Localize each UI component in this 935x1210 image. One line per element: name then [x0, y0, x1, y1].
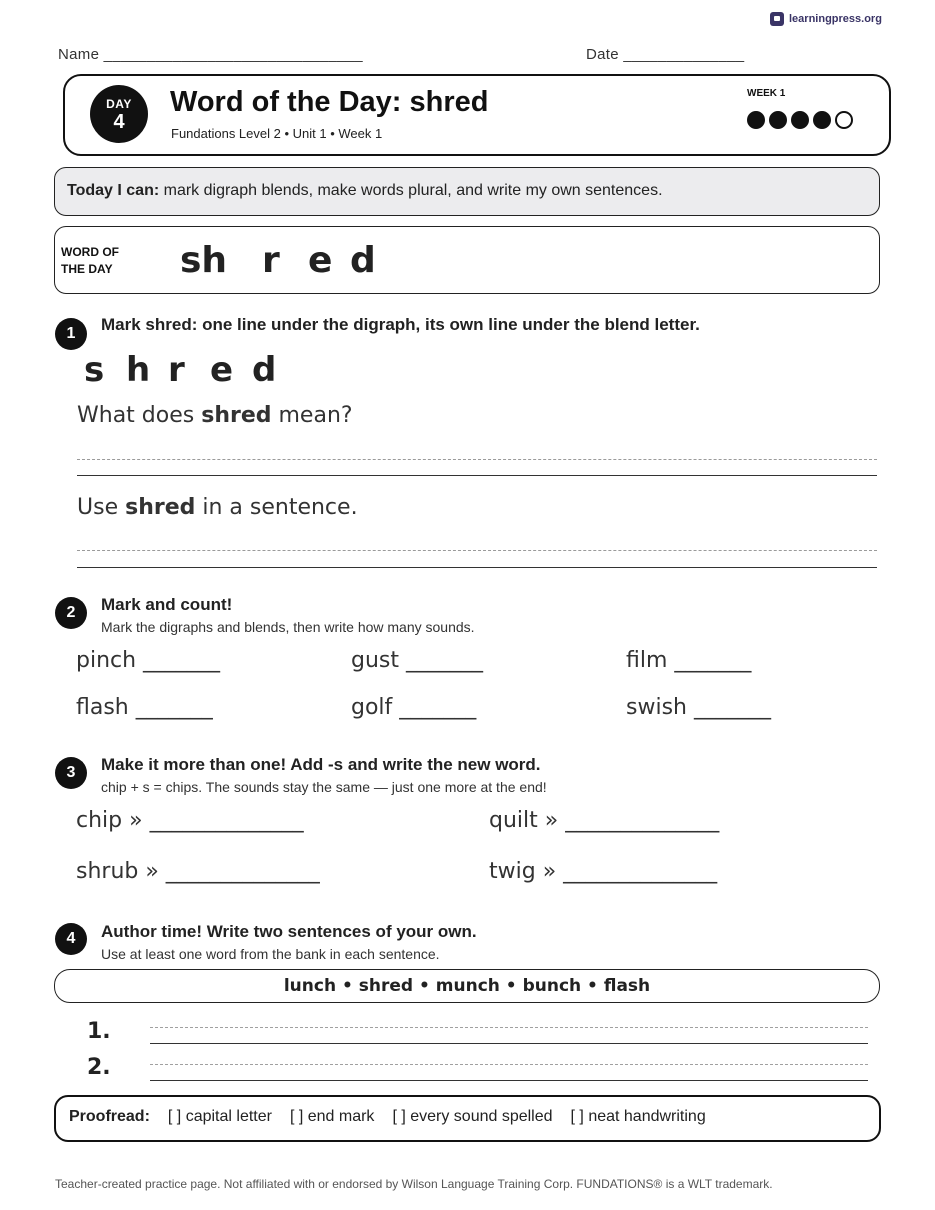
- section-subtitle: Use at least one word from the bank in each sentence.: [101, 946, 440, 962]
- week-label: WEEK 1: [747, 88, 786, 99]
- today-text: mark digraph blends, make words plural, and write my own sentences.: [159, 182, 663, 199]
- book-icon: [770, 12, 784, 26]
- proofread-item[interactable]: [ ] end mark: [289, 1108, 375, 1125]
- today-i-can-box: [54, 167, 880, 216]
- section-title: Mark and count!: [101, 595, 233, 614]
- prompt-text: in a sentence.: [195, 495, 358, 520]
- letter: d: [252, 350, 277, 390]
- prompt-text: mean?: [271, 403, 353, 428]
- section-title: Author time! Write two sentences of your own.: [101, 922, 477, 941]
- sentence-number: 2.: [87, 1055, 111, 1080]
- proofread-checklist: [54, 1095, 881, 1142]
- progress-dot: [769, 111, 787, 129]
- plural-item[interactable]: chip » ______________: [76, 808, 304, 833]
- prompt-word: shred: [201, 403, 272, 428]
- section-number: 3: [55, 757, 87, 789]
- sentence-writing-line[interactable]: [150, 1043, 868, 1044]
- count-word-item[interactable]: pinch _______: [76, 648, 221, 673]
- day-number: 4: [113, 111, 125, 133]
- word-of-the-day-label: WORD OF THE DAY: [61, 245, 119, 276]
- plural-item[interactable]: quilt » ______________: [489, 808, 720, 833]
- progress-dot: [791, 111, 809, 129]
- letter: h: [126, 350, 151, 390]
- prompt-text: Use: [77, 495, 126, 520]
- writing-base-line[interactable]: [77, 475, 877, 476]
- wotd-letter: e: [308, 240, 333, 281]
- marking-letters: [84, 350, 294, 390]
- progress-dot: [835, 111, 853, 129]
- prompt-text: What does: [77, 403, 202, 428]
- brand-link[interactable]: [770, 12, 882, 26]
- word-of-the-day-word: [180, 240, 392, 281]
- section-number: 1: [55, 318, 87, 350]
- count-word-item[interactable]: swish _______: [626, 695, 771, 720]
- sentence-number: 1.: [87, 1019, 111, 1044]
- letter: s: [84, 350, 105, 390]
- count-word-item[interactable]: film _______: [626, 648, 752, 673]
- count-word-item[interactable]: gust _______: [351, 648, 483, 673]
- wotd-letter: sh: [180, 240, 228, 281]
- writing-guide-line: [150, 1027, 868, 1028]
- writing-guide-line: [77, 550, 877, 551]
- wotd-letter: d: [350, 240, 376, 281]
- day-badge: [90, 85, 148, 143]
- sentence-prompt: [77, 495, 358, 520]
- prompt-word: shred: [125, 495, 196, 520]
- week-progress: [747, 111, 853, 129]
- sentence-writing-line[interactable]: [150, 1080, 868, 1081]
- writing-base-line[interactable]: [77, 567, 877, 568]
- meaning-prompt: [77, 403, 353, 428]
- plural-item[interactable]: shrub » ______________: [76, 859, 320, 884]
- plural-item[interactable]: twig » ______________: [489, 859, 718, 884]
- day-label: DAY: [106, 97, 132, 111]
- section-subtitle: chip + s = chips. The sounds stay the same — just one more at the end!: [101, 779, 547, 795]
- page-title: Word of the Day: shred: [170, 86, 489, 118]
- proofread-item[interactable]: [ ] every sound spelled: [392, 1108, 553, 1125]
- section-number: 2: [55, 597, 87, 629]
- section-number: 4: [55, 923, 87, 955]
- brand-name: learningpress.org: [789, 13, 882, 25]
- section-subtitle: Mark the digraphs and blends, then write how many sounds.: [101, 619, 475, 635]
- letter: e: [210, 350, 234, 390]
- writing-guide-line: [150, 1064, 868, 1065]
- date-field[interactable]: Date ______________: [586, 46, 745, 63]
- today-label: Today I can:: [67, 182, 160, 199]
- proofread-item[interactable]: [ ] neat handwriting: [570, 1108, 706, 1125]
- progress-dot: [747, 111, 765, 129]
- proofread-label: Proofread:: [69, 1108, 150, 1125]
- proofread-item[interactable]: [ ] capital letter: [167, 1108, 272, 1125]
- footer-disclaimer: Teacher-created practice page. Not affiliated with or endorsed by Wilson Language Training Corp. FUNDATIONS® is a WLT trademark.: [55, 1177, 773, 1191]
- wotd-letter: r: [262, 240, 280, 281]
- writing-guide-line: [77, 459, 877, 460]
- name-field[interactable]: Name ______________________________: [58, 46, 363, 63]
- section-title: Mark shred: one line under the digraph, its own line under the blend letter.: [101, 315, 700, 334]
- word-of-the-day-box: [54, 226, 880, 294]
- section-title: Make it more than one! Add -s and write the new word.: [101, 755, 541, 774]
- word-bank: lunch • shred • munch • bunch • flash: [54, 969, 880, 1003]
- progress-dot: [813, 111, 831, 129]
- count-word-item[interactable]: golf _______: [351, 695, 477, 720]
- letter: r: [168, 350, 185, 390]
- page-subtitle: Fundations Level 2 • Unit 1 • Week 1: [171, 126, 383, 141]
- count-word-item[interactable]: flash _______: [76, 695, 213, 720]
